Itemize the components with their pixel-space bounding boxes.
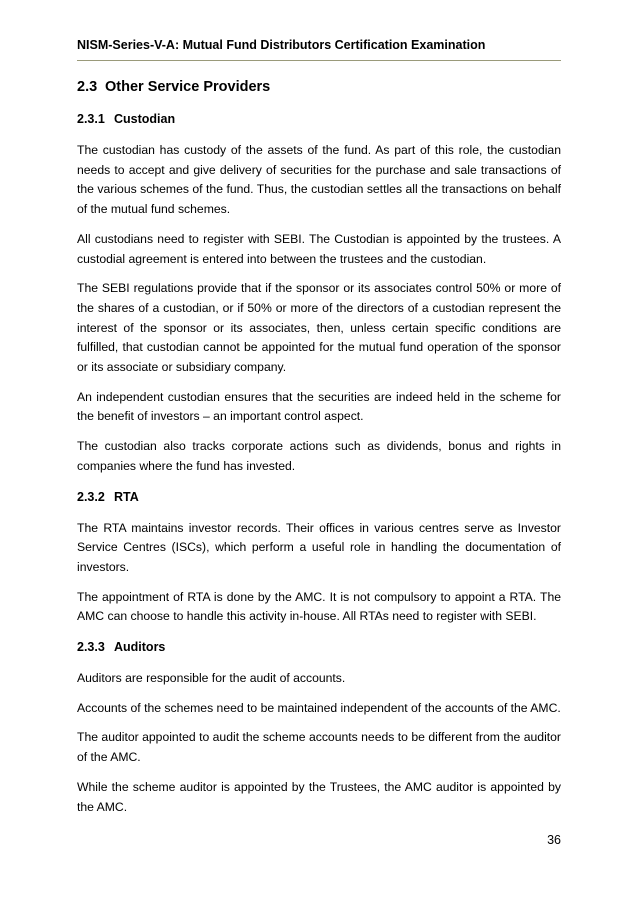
paragraph: The SEBI regulations provide that if the sponsor or its associates control 50% or more of the shares of a custodian, or if 50% or more of the directors of a custodian represent the interest of the sponsor or its associates, then, unless certain specific conditions are fulfilled, that custodian cannot be appointed for the mutual fund operation of the sponsor or its associate or subsidiary company. [77, 281, 561, 375]
paragraph: All custodians need to register with SEBI. The Custodian is appointed by the trustees. A custodial agreement is entered into between the trustees and the custodian. [77, 231, 561, 266]
subsection-heading-auditors [77, 637, 561, 657]
paragraph: The RTA maintains investor records. Their offices in various centres serve as Investor Service Centres (ISCs), which perform a useful role in handling the documentation of investors. [77, 520, 561, 574]
section-title: Other Service Providers [105, 79, 271, 95]
subsection-number: 2.3.1 [77, 112, 105, 126]
paragraph: An independent custodian ensures that the securities are indeed held in the scheme for the benefit of investors – an important control aspect. [77, 389, 561, 424]
paragraph: The custodian also tracks corporate actions such as dividends, bonus and rights in companies where the fund has invested. [77, 439, 561, 473]
paragraph: The custodian has custody of the assets of the fund. As part of this role, the custodian needs to accept and give delivery of securities for the purchase and sale transactions of the various schemes of the fund. Thus, the custodian settles all the transactions on behalf of the mutual fund schemes. [77, 143, 561, 217]
page-number: 36 [547, 833, 561, 847]
paragraph: While the scheme auditor is appointed by the Trustees, the AMC auditor is appointed by the AMC. [77, 779, 561, 814]
paragraph: The appointment of RTA is done by the AMC. It is not compulsory to appoint a RTA. The AMC can choose to handle this activity in-house. All RTAs need to register with SEBI. [77, 589, 561, 624]
subsection-title: RTA [114, 489, 139, 504]
paragraph: Auditors are responsible for the audit of accounts. [77, 671, 346, 686]
paragraph: The auditor appointed to audit the scheme accounts needs to be different from the auditor of the AMC. [77, 730, 561, 765]
section-heading [77, 77, 561, 97]
subsection-title: Custodian [114, 112, 176, 126]
subsection-number: 2.3.3 [77, 640, 105, 655]
page-content [77, 77, 561, 827]
subsection-heading-rta [77, 487, 561, 507]
subsection-heading-custodian [77, 109, 561, 129]
subsection-number: 2.3.2 [77, 489, 105, 504]
header-divider [77, 60, 561, 61]
section-number: 2.3 [77, 79, 98, 95]
page-header: NISM-Series-V-A: Mutual Fund Distributors Certification Examination [77, 38, 486, 52]
paragraph: Accounts of the schemes need to be maintained independent of the accounts of the AMC. [77, 700, 561, 715]
subsection-title: Auditors [114, 640, 166, 655]
